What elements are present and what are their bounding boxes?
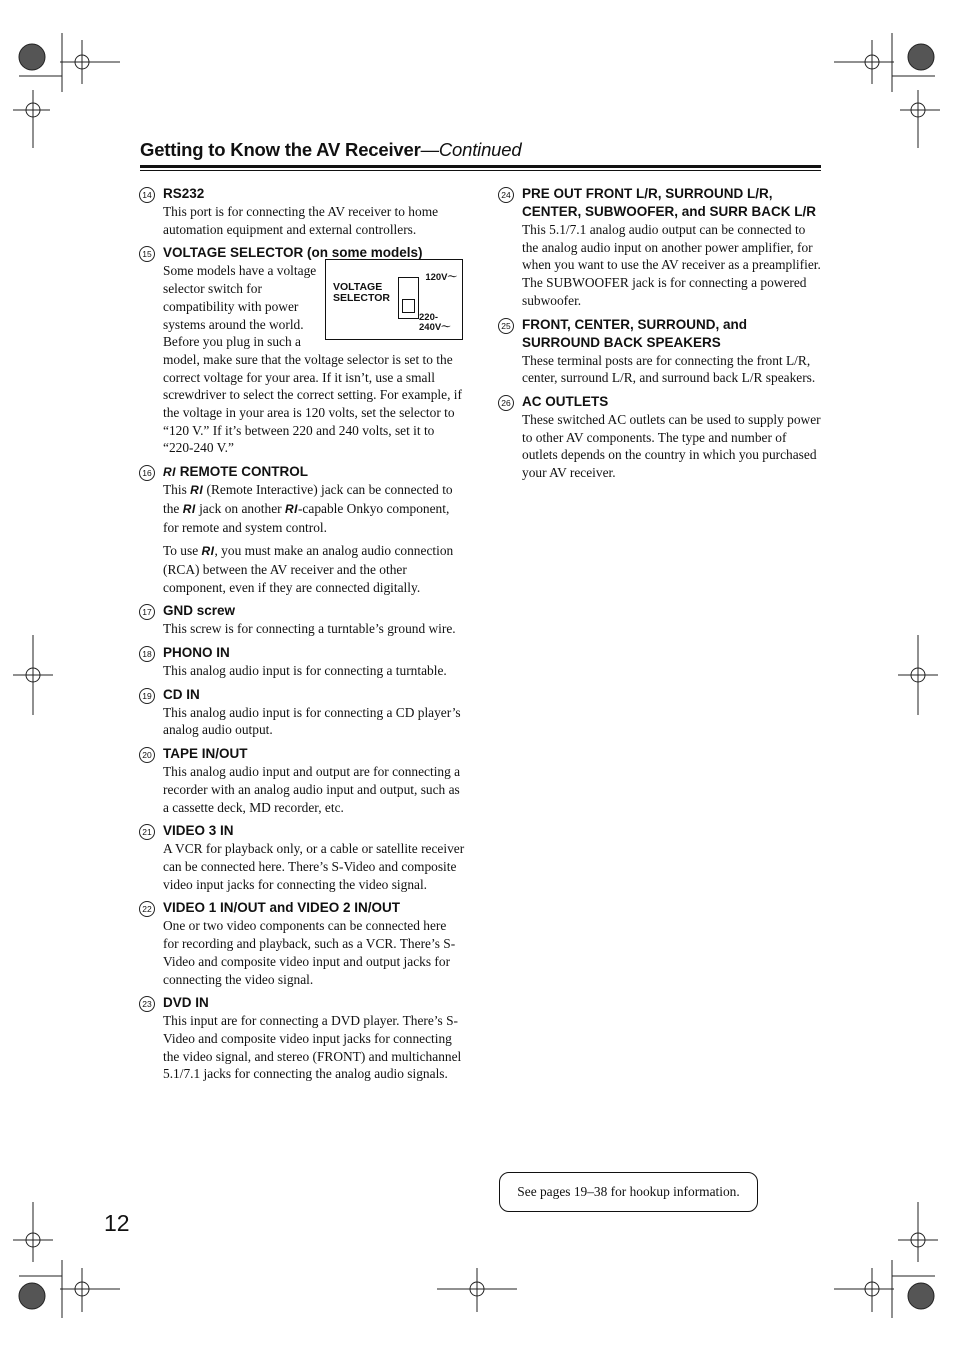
item-remote-control — [140, 463, 465, 596]
item-number: 22 — [139, 901, 155, 917]
item-title: AC OUTLETS — [522, 393, 609, 409]
item-number: 15 — [139, 246, 155, 262]
item-number: 21 — [139, 824, 155, 840]
item-video-3-in — [140, 822, 465, 893]
item-title: VOLTAGE SELECTOR (on some models) — [163, 245, 423, 261]
item-text: This screw is for connecting a turntable’s ground wire. — [163, 621, 456, 637]
item-video-1-2 — [140, 899, 465, 988]
item-number: 17 — [139, 604, 155, 620]
item-dvd-in — [140, 994, 465, 1083]
figure-220-240v-label: 220- 240V～ — [419, 312, 451, 334]
item-text: These switched AC outlets can be used to supply power to other AV components. The type and number of outlets depends on the country in which you purchased your AV receiver. — [522, 411, 821, 481]
item-text: This RI (Remote Interactive) jack can be connected to the RI jack on another RI-capable Onkyo component, for remote and system control. — [163, 482, 453, 535]
page-header — [140, 139, 521, 161]
item-number: 16 — [139, 465, 155, 481]
item-ac-outlets — [499, 393, 821, 482]
header-rule-thin — [140, 170, 821, 171]
item-text: A VCR for playback only, or a cable or satellite receiver can be connected here. There’s S-Video and composite video input jacks for connecting the video signal. — [163, 841, 465, 892]
hookup-note: See pages 19–38 for hookup information. — [499, 1172, 758, 1212]
header-title: Getting to Know the AV Receiver — [140, 139, 421, 160]
page-number: 12 — [104, 1210, 130, 1236]
item-text: Some models have a voltage selector switch for compatibility with power systems around the world. Before you plug in such a model, make sure that the voltage selector is set to the correct voltage for your area. If it isn’t, use a small screwdriver to select the correct setting. For example, if the voltage in your area is 120 volts, set the selector to “120 V.” If it’s between 220 and 240 volts, set it to “220-240 V.” — [163, 263, 462, 456]
left-column — [140, 185, 465, 1089]
item-title: GND screw — [163, 603, 236, 619]
ri-logo-icon: RI — [201, 544, 215, 559]
item-title: REMOTE CONTROL — [179, 464, 309, 480]
item-title: PHONO IN — [163, 645, 230, 661]
item-speakers — [499, 316, 821, 387]
ri-logo-icon: RI — [182, 501, 196, 516]
item-text: This input are for connecting a DVD player. There’s S-Video and composite video input jacks for connecting the video signal, and stereo (FRONT) and multichannel 5.1/7.1 jacks for connecting the analog audio signals. — [163, 1013, 462, 1082]
item-number: 25 — [498, 318, 514, 334]
item-text: This port is for connecting the AV receiver to home automation equipment and external controllers. — [163, 204, 439, 237]
item-phono-in — [140, 644, 465, 680]
item-number: 18 — [139, 646, 155, 662]
item-text: To use RI, you must make an analog audio connection (RCA) between the AV receiver and the other component, even if they are connected digitally. — [163, 543, 454, 595]
item-title: DVD IN — [163, 995, 209, 1011]
item-pre-out — [499, 185, 821, 310]
item-number: 23 — [139, 996, 155, 1012]
item-title: VIDEO 3 IN — [163, 823, 234, 839]
figure-120v-label: 120V～ — [425, 272, 457, 284]
figure-label: VOLTAGE SELECTOR — [333, 281, 390, 305]
item-tape-in-out — [140, 745, 465, 816]
item-text: This analog audio input is for connecting a CD player’s analog audio output. — [163, 704, 461, 738]
item-text: This analog audio input and output are for connecting a recorder with an analog audio input and output, such as a cassette deck, MD recorder, etc. — [163, 764, 461, 815]
item-cd-in — [140, 686, 465, 739]
item-title: FRONT, CENTER, SURROUND, and SURROUND BACK SPEAKERS — [522, 316, 748, 350]
item-voltage-selector — [140, 244, 465, 457]
item-title: TAPE IN/OUT — [163, 746, 248, 762]
item-text: These terminal posts are for connecting the front L/R, center, surround L/R, and surround back L/R speakers. — [522, 352, 816, 386]
item-text: This analog audio input is for connecting a turntable. — [163, 663, 447, 679]
item-number: 20 — [139, 747, 155, 763]
header-rule-thick — [140, 165, 821, 168]
item-gnd-screw — [140, 602, 465, 638]
item-rs232 — [140, 185, 465, 238]
item-number: 24 — [498, 187, 514, 203]
voltage-selector-figure — [325, 259, 463, 340]
item-text: This 5.1/7.1 analog audio output can be connected to the analog audio input on another power amplifier, for when you want to use the AV receiver as a preamplifier. The SUBWOOFER jack is for connecting a powered subwoofer. — [522, 222, 821, 308]
item-number: 19 — [139, 688, 155, 704]
item-title: CD IN — [163, 686, 200, 702]
item-number: 14 — [139, 187, 155, 203]
ri-logo-icon: RI — [284, 501, 298, 516]
item-text: One or two video components can be connected here for recording and playback, such as a VCR. There’s S-Video and composite video input and output jacks for connecting the video signal. — [163, 918, 456, 987]
voltage-switch-graphic — [398, 277, 419, 319]
item-title: RS232 — [163, 186, 205, 201]
ri-logo-icon: RI — [163, 465, 176, 480]
right-column — [499, 185, 821, 488]
ri-logo-icon: RI — [190, 483, 204, 498]
item-title: VIDEO 1 IN/OUT and VIDEO 2 IN/OUT — [163, 900, 401, 916]
item-number: 26 — [498, 395, 514, 411]
header-suffix: —Continued — [420, 139, 522, 160]
item-title: PRE OUT FRONT L/R, SURROUND L/R, CENTER, SUBWOOFER, and SURR BACK L/R — [522, 186, 817, 219]
